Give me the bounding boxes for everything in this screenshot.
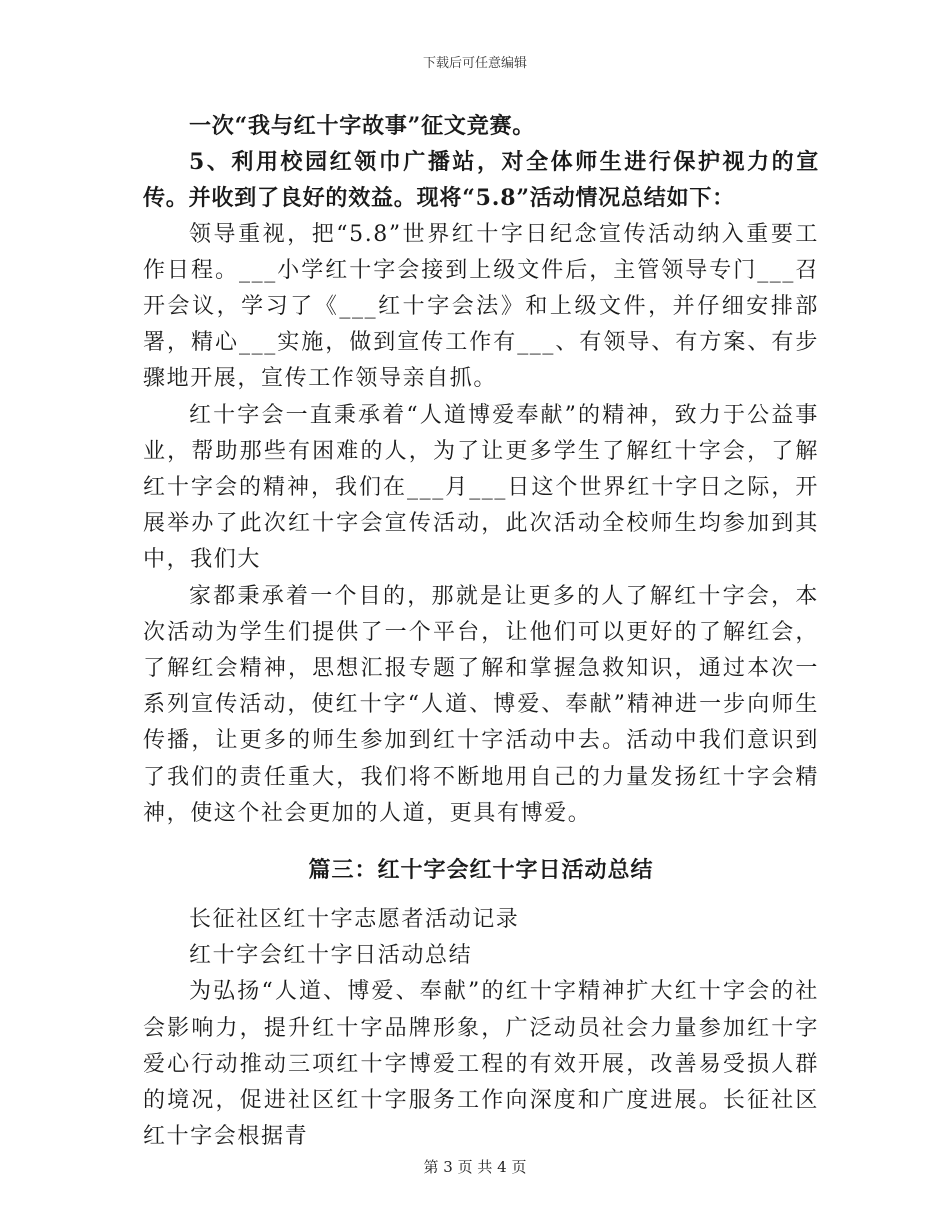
paragraph-broadcast: 5、利用校园红领巾广播站，对全体师生进行保护视力的宣传。并收到了良好的效益。现将“5.8”活动情况总结如下： [143,149,819,212]
paragraph-contest: 一次“我与红十字故事”征文竞赛。 [189,113,536,139]
page-header: 下载后可任意编辑 [422,56,527,71]
paragraph-activity-purpose: 家都秉承着一个目的，那就是让更多的人了解红十字会，本次活动为学生们提供了一个平台，让他们可以更好的了解红会，了解红会精神，思想汇报专题了解和掌握急救知识，通过本次一系列宣传活动，使红十字“人道、博爱、奉献”精神进一步向师生传播，让更多的师生参加到红十字活动中去。活动中我们意识到了我们的责任重大，我们将不断地用自己的力量发扬红十字会精神，使这个社会更加的人道，更具有博爱。 [143,583,819,826]
paragraph-volunteer-record: 长征社区红十字志愿者活动记录 [189,907,520,933]
document-body [143,108,819,1155]
paragraph-summary-title: 红十字会红十字日活动总结 [189,943,473,969]
page-number: 第 3 页 共 4 页 [423,1158,527,1176]
paragraph-red-cross-spirit: 红十字会一直秉承着“人道博爱奉献”的精神，致力于公益事业，帮助那些有困难的人，为了让更多学生了解红十字会，了解红十字会的精神，我们在___月___日这个世界红十字日之际，开展举办了此次红十字会宣传活动，此次活动全校师生均参加到其中，我们大 [143,402,819,573]
section-heading: 篇三：红十字会红十字日活动总结 [308,857,654,884]
paragraph-promotion: 为弘扬“人道、博爱、奉献”的红十字精神扩大红十字会的社会影响力，提升红十字品牌形象，广泛动员社会力量参加红十字爱心行动推动三项红十字博爱工程的有效开展，改善易受损人群的境况，促进社区红十字服务工作向深度和广度进展。长征社区红十字会根据青 [143,979,819,1150]
paragraph-leadership: 领导重视，把“5.8”世界红十字日纪念宣传活动纳入重要工作日程。___小学红十字会接到上级文件后，主管领导专门___召开会议，学习了《___红十字会法》和上级文件，并仔细安排部署，精心___实施，做到宣传工作有___、有领导、有方案、有步骤地开展，宣传工作领导亲自抓。 [143,221,819,392]
